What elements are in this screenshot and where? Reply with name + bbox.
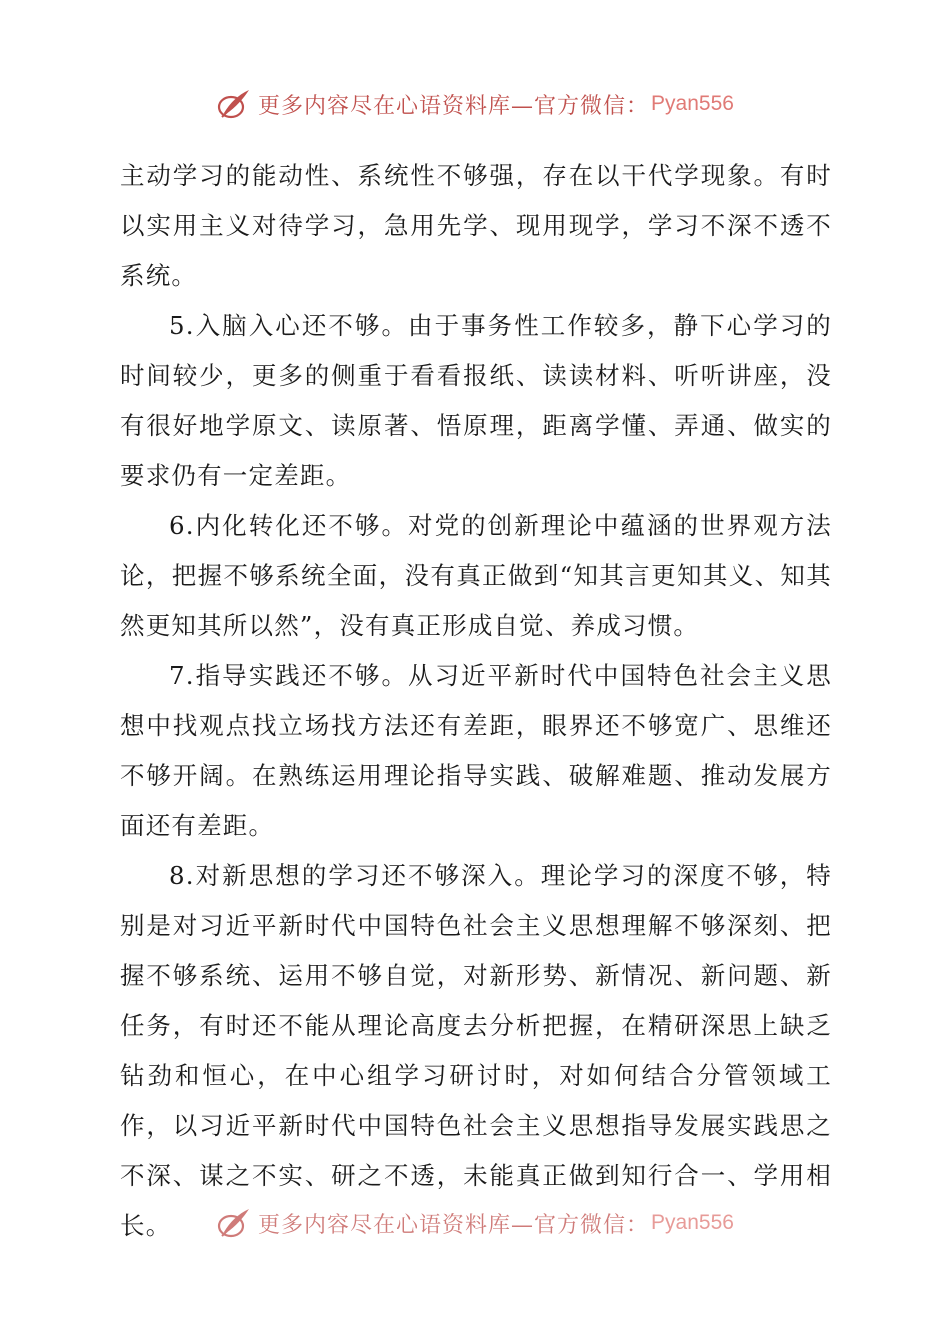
paragraph-continuation: 主动学习的能动性、系统性不够强，存在以干代学现象。有时以实用主义对待学习，急用先学、现用现学，学习不深不透不系统。: [120, 161, 832, 290]
document-body: [120, 151, 832, 1251]
paragraph-item-8: 8.对新思想的学习还不够深入。理论学习的深度不够，特别是对习近平新时代中国特色社会主义思想理解不够深刻、把握不够系统、运用不够自觉，对新形势、新情况、新问题、新任务，有时还不能从理论高度去分析把握，在精研深思上缺乏钻劲和恒心，在中心组学习研讨时，对如何结合分管领域工作，以习近平新时代中国特色社会主义思想指导发展实践思之不深、谋之不实、研之不透，未能真正做到知行合一、学用相长。: [120, 861, 832, 1240]
watermark-wechat-id: Pyan556: [651, 1211, 734, 1234]
watermark-text: 更多内容尽在心语资料库—官方微信：: [258, 93, 650, 119]
watermark-text: 更多内容尽在心语资料库—官方微信：: [258, 1212, 650, 1238]
footer-watermark: [0, 1203, 950, 1243]
paragraph-item-6: 6.内化转化还不够。对党的创新理论中蕴涵的世界观方法论，把握不够系统全面，没有真正做到“知其言更知其义、知其然更知其所以然”，没有真正形成自觉、养成习惯。: [120, 511, 832, 640]
watermark-wechat-id: Pyan556: [651, 92, 734, 115]
quill-pen-logo-icon: [216, 1206, 252, 1240]
paragraph-item-7: 7.指导实践还不够。从习近平新时代中国特色社会主义思想中找观点找立场找方法还有差距，眼界还不够宽广、思维还不够开阔。在熟练运用理论指导实践、破解难题、推动发展方面还有差距。: [120, 661, 832, 840]
paragraph-item-5: 5.入脑入心还不够。由于事务性工作较多，静下心学习的时间较少，更多的侧重于看看报纸、读读材料、听听讲座，没有很好地学原文、读原著、悟原理，距离学懂、弄通、做实的要求仍有一定差距。: [120, 311, 832, 490]
quill-pen-logo-icon: [216, 87, 252, 121]
header-watermark: [0, 84, 950, 124]
